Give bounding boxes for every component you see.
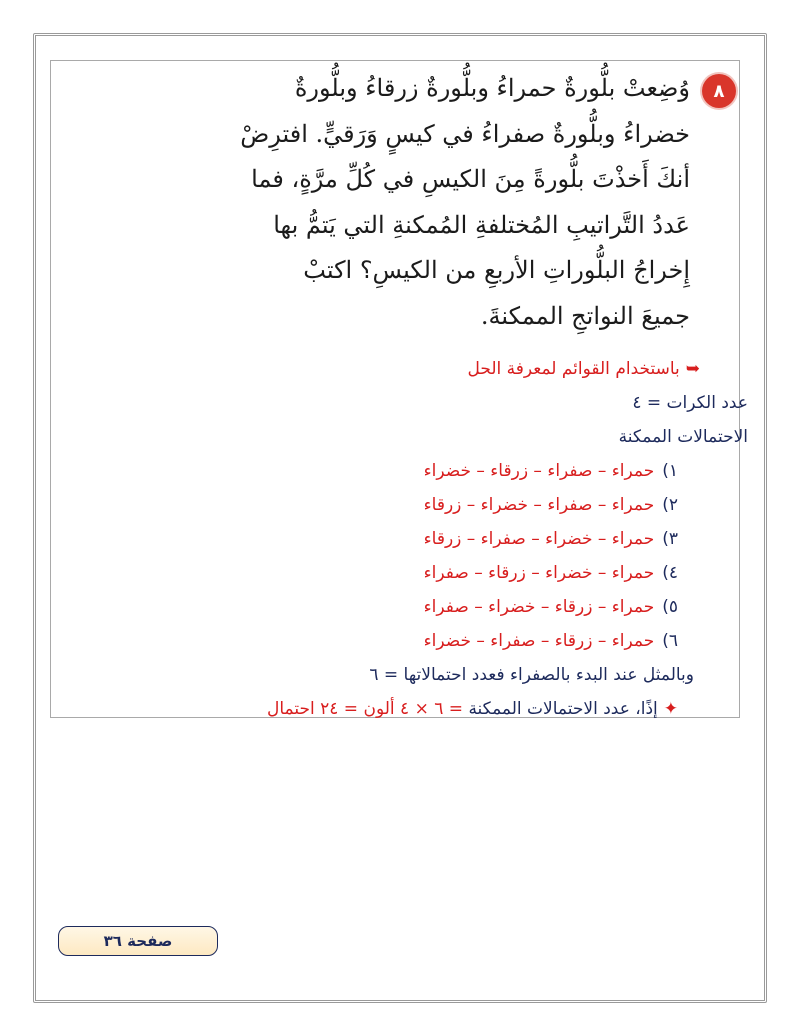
method-text: باستخدام القوائم لمعرفة الحل <box>467 359 680 379</box>
problem-text <box>74 66 734 339</box>
list-item <box>60 522 750 556</box>
conclusion-result: = ٦ × ٤ ألون = ٢٤ احتمال <box>267 699 464 719</box>
list-item <box>60 454 750 488</box>
conclusion-prefix: إذًا، عدد الاحتمالات الممكنة <box>468 699 658 719</box>
page-number: صفحة ٣٦ <box>103 932 173 950</box>
option-text: حمراء – خضراء – صفراء – زرقاء <box>423 529 655 549</box>
similar-note: وبالمثل عند البدء بالصفراء فعدد احتمالاتها = ٦ <box>369 665 694 685</box>
problem-line: وُضِعتْ بلُّورةٌ حمراءُ وبلُّورةٌ زرقاءُ وبلُّورةٌ <box>294 74 690 102</box>
solution-method <box>60 352 750 386</box>
option-number: ٣) <box>662 529 678 549</box>
problem-line: إِخراجُ البلُّوراتِ الأربعِ من الكيسِ؟ اكتبْ <box>303 256 690 284</box>
arrow-icon: ➥ <box>685 359 700 379</box>
conclusion <box>60 692 750 726</box>
option-text: حمراء – صفراء – زرقاء – خضراء <box>423 461 655 481</box>
list-item <box>60 590 750 624</box>
option-text: حمراء – خضراء – زرقاء – صفراء <box>423 563 655 583</box>
list-item <box>60 624 750 658</box>
list-item <box>60 556 750 590</box>
option-text: حمراء – صفراء – خضراء – زرقاء <box>423 495 655 515</box>
option-number: ١) <box>662 461 678 481</box>
possibilities-title: الاحتمالات الممكنة <box>618 427 748 447</box>
problem-line: عَددُ التَّراتيبِ المُختلفةِ المُمكنةِ التي يَتمُّ بها <box>273 210 690 239</box>
option-number: ٦) <box>662 631 678 651</box>
problem-number-badge: ٨ <box>702 74 736 108</box>
page-number-badge <box>58 926 218 956</box>
option-text: حمراء – زرقاء – صفراء – خضراء <box>423 631 655 651</box>
problem-block <box>74 66 734 339</box>
problem-line: جميعَ النواتجِ الممكنةَ. <box>480 301 690 330</box>
option-text: حمراء – زرقاء – خضراء – صفراء <box>423 597 655 617</box>
option-number: ٤) <box>662 563 678 583</box>
problem-line: أنكَ أَخذْتَ بلُّورةً مِنَ الكيسِ في كُلِّ مرَّةٍ، فما <box>251 165 690 193</box>
problem-line: خضراءُ وبلُّورةٌ صفراءُ في كيسٍ وَرَقيٍّ. افترِضْ <box>240 119 690 148</box>
star-icon: ✦ <box>663 699 678 719</box>
list-item <box>60 488 750 522</box>
option-number: ٥) <box>662 597 678 617</box>
option-number: ٢) <box>662 495 678 515</box>
ball-count: عدد الكرات = ٤ <box>632 393 748 413</box>
solution-block <box>60 352 750 726</box>
